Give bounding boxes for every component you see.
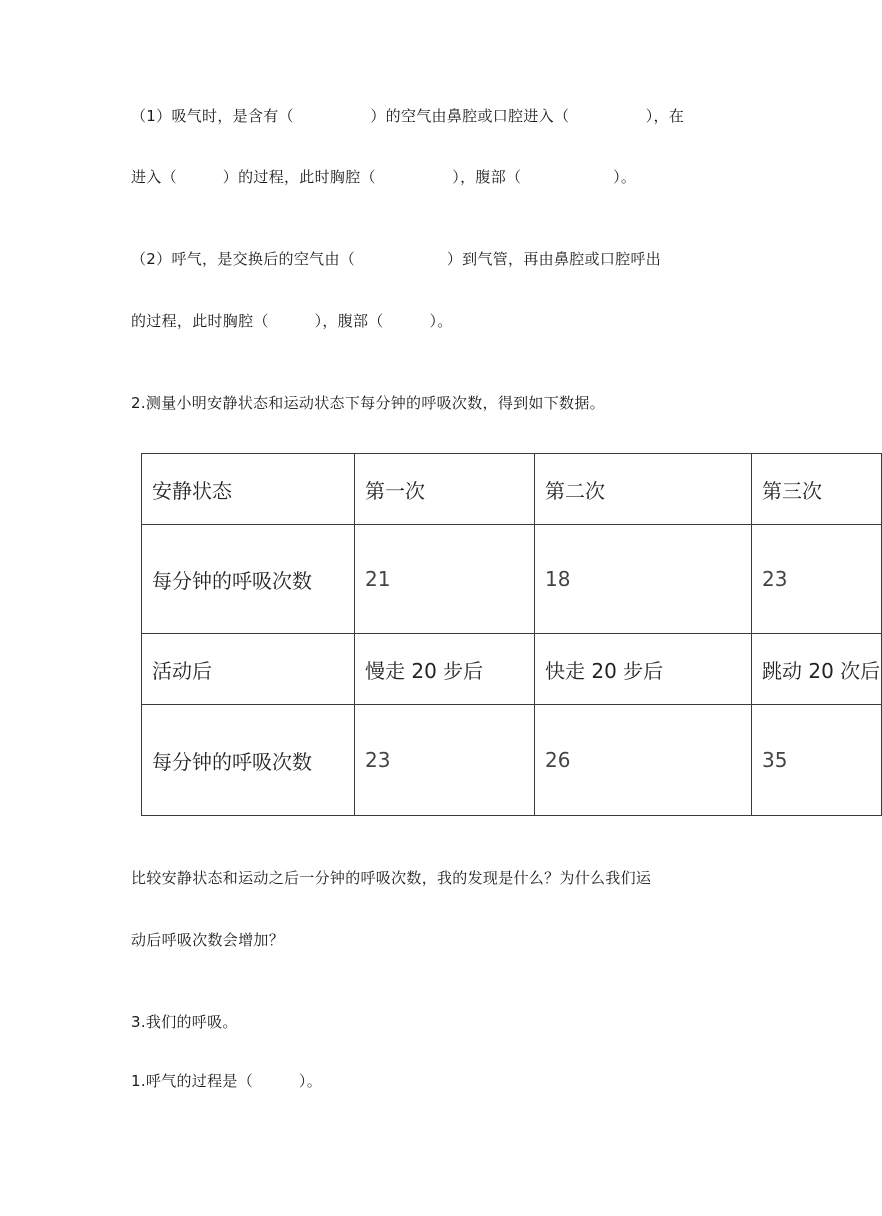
table-cell: 每分钟的呼吸次数 — [142, 705, 355, 816]
q1-part1-line1: （1）吸气时，是含有（ ）的空气由鼻腔或口腔进入（ ），在 — [131, 107, 685, 125]
table-cell: 23 — [752, 525, 882, 634]
q1-part1-line2: 进入（ ）的过程，此时胸腔（ ），腹部（ ）。 — [131, 168, 637, 186]
table-cell: 21 — [355, 525, 535, 634]
table-row — [142, 705, 882, 816]
table-cell: 活动后 — [142, 634, 355, 705]
table-cell: 35 — [752, 705, 882, 816]
table-row — [142, 454, 882, 525]
table-cell: 26 — [535, 705, 752, 816]
table-row — [142, 525, 882, 634]
table-row — [142, 634, 882, 705]
q3-title: 3.我们的呼吸。 — [131, 1013, 238, 1031]
table-cell: 第二次 — [535, 454, 752, 525]
table-cell: 快走 20 步后 — [535, 634, 752, 705]
table-cell: 23 — [355, 705, 535, 816]
q1-part2-line2: 的过程，此时胸腔（ ），腹部（ ）。 — [131, 312, 453, 330]
breathing-data-table — [141, 453, 882, 816]
table-cell: 慢走 20 步后 — [355, 634, 535, 705]
table-cell: 第三次 — [752, 454, 882, 525]
table-cell: 跳动 20 次后 — [752, 634, 882, 705]
table-cell: 安静状态 — [142, 454, 355, 525]
table-cell: 第一次 — [355, 454, 535, 525]
q1-part2-line1: （2）呼气，是交换后的空气由（ ）到气管，再由鼻腔或口腔呼出 — [131, 250, 662, 268]
q2-intro: 2.测量小明安静状态和运动状态下每分钟的呼吸次数，得到如下数据。 — [131, 394, 605, 412]
q2-question-line2: 动后呼吸次数会增加？ — [131, 931, 285, 949]
q2-question-line1: 比较安静状态和运动之后一分钟的呼吸次数，我的发现是什么？为什么我们运 — [131, 869, 652, 887]
table-cell: 18 — [535, 525, 752, 634]
table-cell: 每分钟的呼吸次数 — [142, 525, 355, 634]
q3-item1: 1.呼气的过程是（ ）。 — [131, 1072, 323, 1090]
